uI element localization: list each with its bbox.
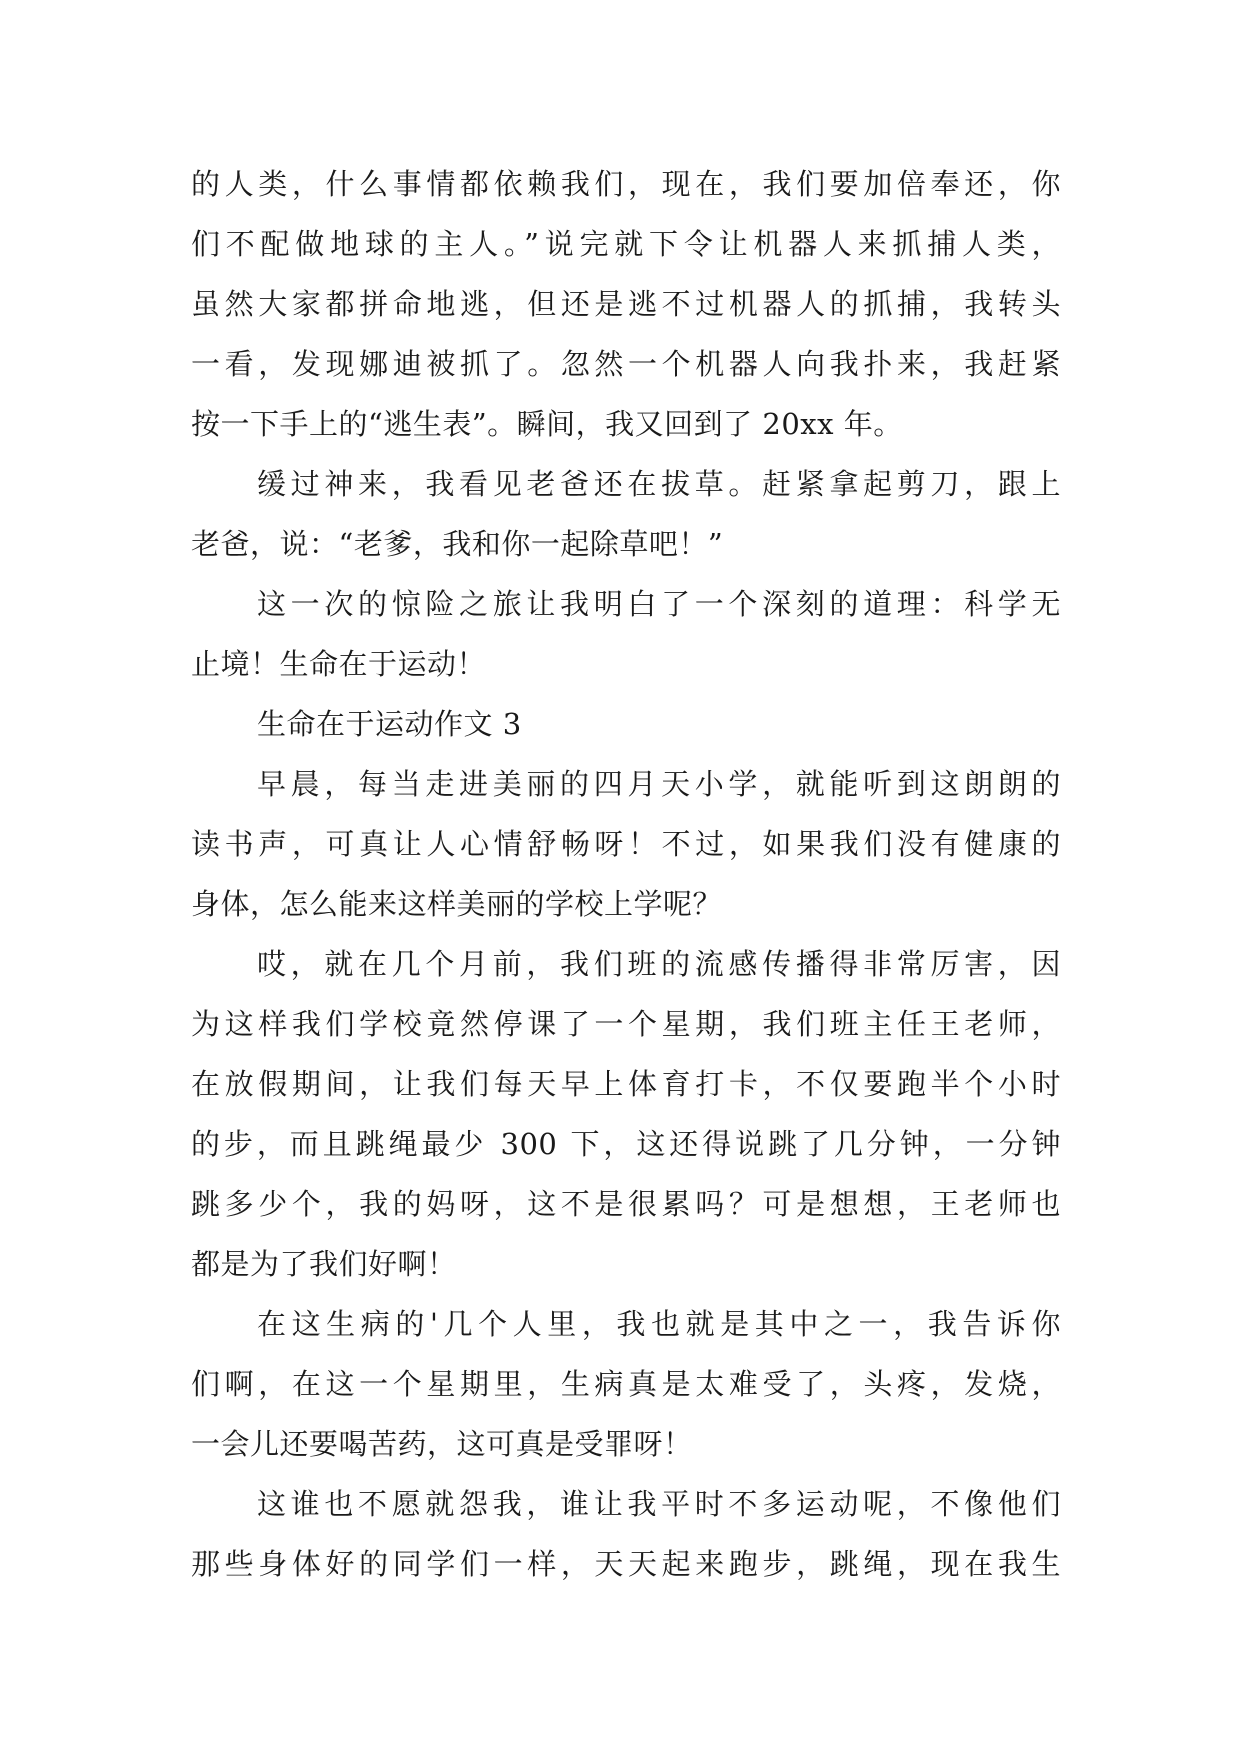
text-line: 们不配做地球的主人。”说完就下令让机器人来抓捕人类， [191,227,1061,261]
text-line: 的人类，什么事情都依赖我们，现在，我们要加倍奉还，你 [191,167,1061,201]
section-heading: 生命在于运动作文 3 [257,707,522,741]
paragraph-start-line: 早晨，每当走进美丽的四月天小学，就能听到这朗朗的 [257,767,1061,801]
text-line: 们啊，在这一个星期里，生病真是太难受了，头疼，发烧， [191,1367,1061,1401]
text-line: 的步，而且跳绳最少 300 下，这还得说跳了几分钟，一分钟 [191,1127,1061,1161]
paragraph-start-line: 缓过神来，我看见老爸还在拔草。赶紧拿起剪刀，跟上 [257,467,1061,501]
text-line: 一看，发现娜迪被抓了。忽然一个机器人向我扑来，我赶紧 [191,347,1061,381]
text-line: 虽然大家都拼命地逃，但还是逃不过机器人的抓捕，我转头 [191,287,1061,321]
paragraph-start-line: 在这生病的'几个人里，我也就是其中之一，我告诉你 [257,1307,1061,1341]
text-line: 那些身体好的同学们一样，天天起来跑步，跳绳，现在我生 [191,1547,1061,1581]
text-line: 一会儿还要喝苦药，这可真是受罪呀！ [191,1427,693,1461]
text-line: 读书声，可真让人心情舒畅呀！不过，如果我们没有健康的 [191,827,1061,861]
paragraph-start-line: 哎，就在几个月前，我们班的流感传播得非常厉害，因 [257,947,1061,981]
text-line: 止境！生命在于运动！ [191,647,487,681]
paragraph-start-line: 这一次的惊险之旅让我明白了一个深刻的道理：科学无 [257,587,1061,621]
text-line: 都是为了我们好啊！ [191,1247,457,1281]
text-line: 按一下手上的“逃生表”。瞬间，我又回到了 20xx 年。 [191,407,903,441]
text-line: 为这样我们学校竟然停课了一个星期，我们班主任王老师， [191,1007,1061,1041]
text-line: 在放假期间，让我们每天早上体育打卡，不仅要跑半个小时 [191,1067,1061,1101]
paragraph-start-line: 这谁也不愿就怨我，谁让我平时不多运动呢，不像他们 [257,1487,1061,1521]
text-line: 身体，怎么能来这样美丽的学校上学呢？ [191,887,723,921]
text-line: 老爸，说：“老爹，我和你一起除草吧！” [191,527,724,561]
text-line: 跳多少个，我的妈呀，这不是很累吗？可是想想，王老师也 [191,1187,1061,1221]
